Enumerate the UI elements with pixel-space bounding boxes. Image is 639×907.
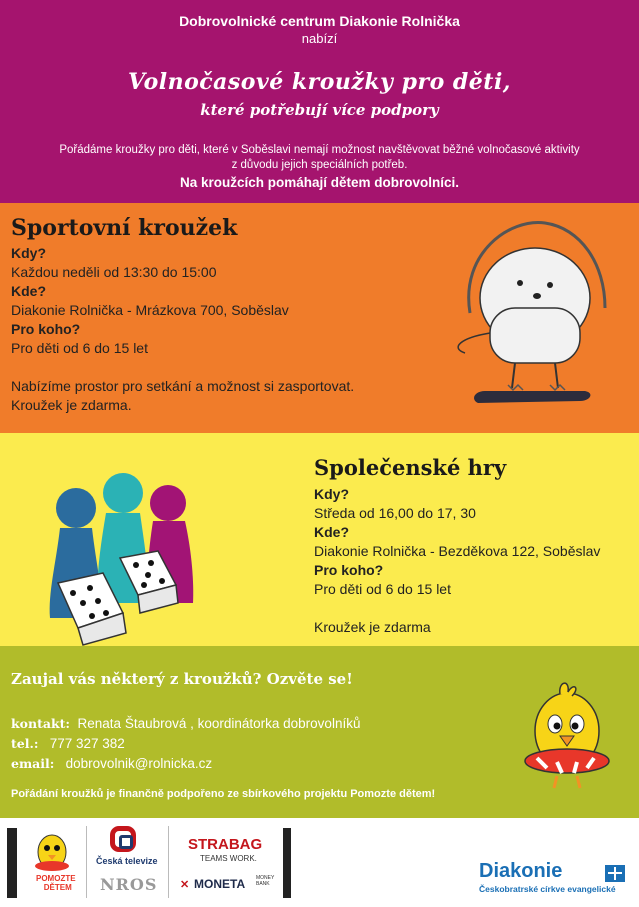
games-details [314,485,600,637]
games-note: Kroužek je zdarma [314,619,431,635]
contact-label: kontakt: [11,716,71,731]
intro-line-2: z důvodu jejich speciálních potřeb. [231,159,408,171]
email-label: email: [11,756,55,771]
ct-label: Česká televize [96,856,158,866]
contact-section [0,646,639,818]
footer-side-strip-right [283,828,291,898]
moneta-x-icon: ✕ [180,879,190,891]
pomozte-line-1: POMOZTE [36,874,76,883]
header-section [0,0,639,203]
games-when-value: Středa od 16,00 do 17, 30 [314,505,476,521]
jumping-cat-illustration [420,213,620,413]
page-title: Volnočasové kroužky pro děti, [128,69,511,95]
strabag-sub: TEAMS WORK. [200,854,257,863]
sport-where-value: Diakonie Rolnička - Mrázkova 700, Soběslav [11,302,289,318]
sport-note-1: Nabízíme prostor pro setkání a možnost si zasportovat. [11,378,355,394]
sport-note-2: Kroužek je zdarma. [11,397,132,413]
moneta-sub-2: BANK [256,881,270,887]
moneta-logo: MONETA [194,877,246,891]
chick-mascot-illustration [522,676,612,791]
sport-where-label: Kde? [11,283,46,299]
sport-section [0,203,639,433]
offers-text: nabízí [301,31,338,46]
page-subtitle: které potřebují více podpory [200,101,439,119]
diakonie-sub: Českobratrské církve evangelické [479,884,616,894]
intro-line-1: Pořádáme kroužky pro děti, které v Soběslavi nemají možnost navštěvovat běžné volnočasové aktivity [59,144,580,156]
sport-who-value: Pro děti od 6 do 15 let [11,340,148,356]
footer-side-strip-left [7,828,17,898]
ct-logo-icon [110,826,136,852]
contact-value: Renata Štaubrová , koordinátorka dobrovolníků [77,716,361,731]
email-link[interactable]: dobrovolnik@rolnicka.cz [65,756,213,771]
moneta-sub-1: MONEY [256,875,275,881]
sport-heading: Sportovní kroužek [11,215,238,241]
sport-when-value: Každou neděli od 13:30 do 15:00 [11,264,217,280]
funding-note: Pořádání kroužků je finančně podpořeno ze sbírkového projektu Pomozte dětem! [11,788,436,800]
phone-value[interactable]: 777 327 382 [49,736,125,751]
diakonie-cross-icon [605,865,625,882]
game-pieces-dice-illustration [48,473,198,648]
games-section [0,433,639,646]
games-who-value: Pro děti od 6 do 15 let [314,581,451,597]
nros-logo: NROS [100,875,158,894]
contact-heading: Zaujal vás některý z kroužků? Ozvěte se! [11,670,353,688]
strabag-logo: STRABAG [188,836,263,853]
pomozte-line-2: DĚTEM [43,883,72,892]
pomozte-detem-logo [32,824,72,874]
games-heading: Společenské hry [314,455,507,480]
phone-label: tel.: [11,736,39,751]
diakonie-logo: Diakonie [479,860,563,882]
sport-when-label: Kdy? [11,245,46,261]
games-who-label: Pro koho? [314,562,384,578]
games-where-value: Diakonie Rolnička - Bezděkova 122, Soběslav [314,543,601,559]
sport-details [11,244,354,415]
games-where-label: Kde? [314,524,349,540]
sport-who-label: Pro koho? [11,321,81,337]
org-line: Dobrovolnické centrum Diakonie Rolnička [179,13,460,29]
footer-section [0,818,639,907]
intro-bold: Na kroužcích pomáhají dětem dobrovolníci. [179,175,460,190]
games-when-label: Kdy? [314,486,349,502]
